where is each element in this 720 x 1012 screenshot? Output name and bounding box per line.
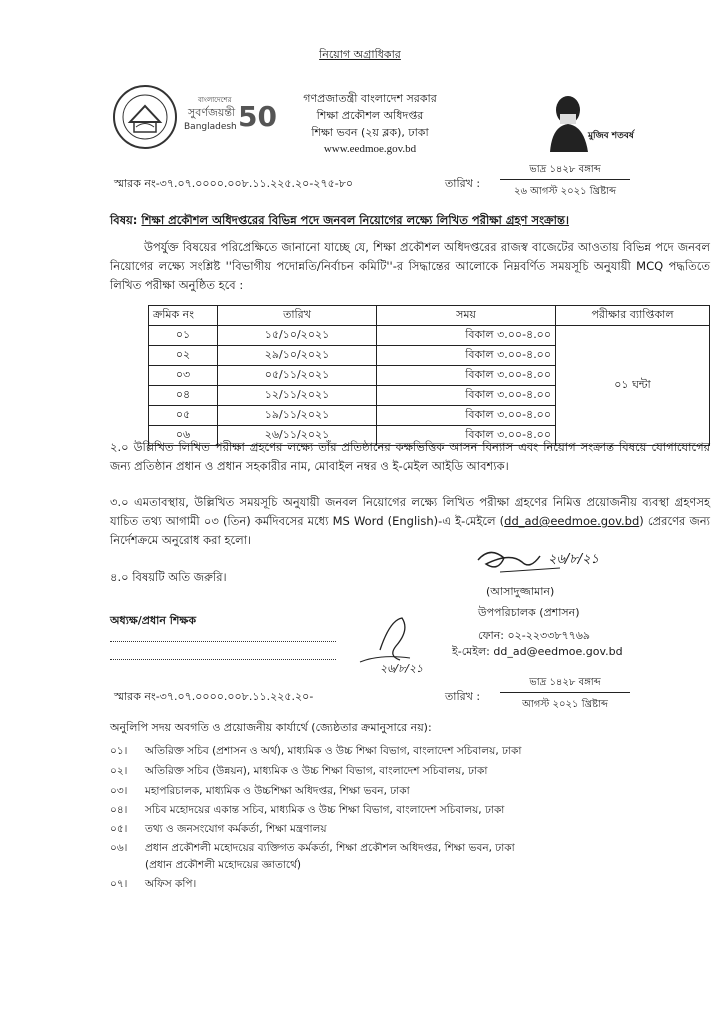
golden-jubilee-logo: বাংলাদেশের সুবর্ণজয়ন্তী Bangladesh 50 [184,96,277,133]
memo2-date-bangla: ভাদ্র ১৪২৮ বঙ্গাব্দ [529,677,601,688]
row-date: ১৯/১১/২০২১ [218,406,377,426]
row-date: ২৯/১০/২০২১ [218,346,377,366]
subject-text: শিক্ষা প্রকৌশল অধিদপ্তরের বিভিন্ন পদে জনবল নিয়োগের লক্ষ্যে লিখিত পরীক্ষা গ্রহণ সংক্রান্ত। [141,213,570,227]
paragraph-2: ২.০ উল্লিখিত লিখিত পরীক্ষা গ্রহণের লক্ষ্যে তাঁর প্রতিষ্ঠানের কক্ষভিত্তিক আসন বিন্যাস এবং নিয়োগ সংক্রান্ত বিষয়ে যোগাযোগের জন্য প্রতিষ্ঠান প্রধান ও প্রধান সহকারীর নাম, মোবাইল নম্বর ও ই-মেইল আইডি আবশ্যক। [110,440,710,473]
paragraph-4: ৪.০ বিষয়টি অতি জরুরি। [110,570,227,584]
row-serial: ০৫ [149,406,218,426]
mujib-centenary-mark: মুজিব শতবর্ষ [588,131,634,141]
header-date: তারিখ [218,306,377,326]
signatory-title: উপপরিচালক (প্রশাসন) [478,606,580,619]
signature-date: ২৬/৮/২১ [548,552,599,567]
row-serial: ০১ [149,326,218,346]
table-row [149,326,710,346]
signatory-phone: ফোন: ০২-২২৩৩৮৭৭৬৯ [478,629,591,642]
signatory-name: (আসাদুজ্জামান) [486,585,555,598]
cc-heading: অনুলিপি সদয় অবগতি ও প্রয়োজনীয় কার্যার্থে (জ্যেষ্ঠতার ক্রমানুসারে নয়): [110,721,432,734]
row-date: ০৫/১১/২০২১ [218,366,377,386]
row-serial: ০২ [149,346,218,366]
row-date: ১২/১১/২০২১ [218,386,377,406]
row-time: বিকাল ৩.০০-৪.০০ [377,386,556,406]
memo2-number: স্মারক নং-৩৭.০৭.০০০০.০০৮.১১.২২৫.২০- [114,690,314,703]
contact-email-link[interactable]: dd_ad@eedmoe.gov.bd [504,514,640,528]
paragraph-3: ৩.০ এমতাবস্থায়, উল্লিখিত সময়সূচি অনুযায়ী জনবল নিয়োগের লক্ষ্যে লিখিত পরীক্ষা গ্রহণের নিমিত্ত প্রয়োজনীয় ব্যবস্থা গ্রহণসহ যাচিত তথ্য আগামী ০৩ (তিন) কর্মদিবসের মধ্যে MS Word (English)-এ ই-মেইলে (dd_ad@eedmoe.gov.bd) প্রেরণের জন্য নির্দেশক্রমে অনুরোধ করা হলো। [110,495,710,547]
priority-heading: নিয়োগ অগ্রাধিকার [319,48,401,61]
row-serial: ০৪ [149,386,218,406]
letterhead-website[interactable]: www.eedmoe.gov.bd [323,143,417,155]
row-time: বিকাল ৩.০০-৪.০০ [377,366,556,386]
paragraph-1: উপর্যুক্ত বিষয়ের পরিপ্রেক্ষিতে জানানো যাচ্ছে যে, শিক্ষা প্রকৌশল অধিদপ্তরের রাজস্ব বাজেটের আওতায় বিভিন্ন পদে জনবল নিয়োগের লক্ষ্যে সংশ্লিষ্ট ''বিভাগীয় পদোন্নতি/নির্বাচন কমিটি''-র সিদ্ধান্তের আলোকে নিম্নবর্ণিত সময়সূচি অনুযায়ী MCQ পদ্ধতিতে লিখিত পরীক্ষা অনুষ্ঠিত হবে : [110,240,710,292]
row-serial: ০৩ [149,366,218,386]
memo-date-label: তারিখ : [445,177,481,190]
subject-line [110,212,569,231]
table-header-row [149,306,710,326]
department-seal-logo [112,84,178,150]
letterhead-address: শিক্ষা ভবন (২য় ব্লক), ঢাকা [311,126,429,139]
row-date: ২৬/১১/২০২১ [218,426,377,446]
row-time: বিকাল ৩.০০-৪.০০ [377,406,556,426]
memo-number: স্মারক নং-৩৭.০৭.০০০০.০০৮.১১.২২৫.২০-২৭৫-৮০ [114,177,354,190]
letterhead [270,90,470,158]
row-time: বিকাল ৩.০০-৪.০০ [377,346,556,366]
duration-cell: ০১ ঘন্টা [556,326,710,446]
date-divider [500,692,630,693]
recipient-blank-line [110,640,336,642]
recipient-blank-line [110,658,336,660]
header-serial: ক্রমিক নং [149,306,218,326]
memo2-date-label: তারিখ : [445,690,481,703]
row-time: বিকাল ৩.০০-৪.০০ [377,326,556,346]
signatory-email[interactable]: ই-মেইল: dd_ad@eedmoe.gov.bd [452,645,623,658]
row-date: ১৫/১০/২০২১ [218,326,377,346]
stamp-date: ২৬/৮/২১ [380,662,424,675]
header-duration: পরীক্ষার ব্যাপ্তিকাল [556,306,710,326]
memo2-date-english: আগস্ট ২০২১ খ্রিষ্টাব্দ [522,699,608,710]
recipient-label: অধ্যক্ষ/প্রধান শিক্ষক [110,614,197,627]
memo-date-bangla: ভাদ্র ১৪২৮ বঙ্গাব্দ [529,164,601,175]
header-time: সময় [377,306,556,326]
exam-schedule-table [148,305,710,446]
letterhead-department: শিক্ষা প্রকৌশল অধিদপ্তর [316,109,424,122]
date-divider [500,179,630,180]
row-time: বিকাল ৩.০০-৪.০০ [377,426,556,446]
row-serial: ০৬ [149,426,218,446]
subject-label: বিষয়: [110,213,138,227]
letterhead-government: গণপ্রজাতন্ত্রী বাংলাদেশ সরকার [303,92,437,105]
memo-date-english: ২৬ আগস্ট ২০২১ খ্রিষ্টাব্দ [513,186,617,197]
